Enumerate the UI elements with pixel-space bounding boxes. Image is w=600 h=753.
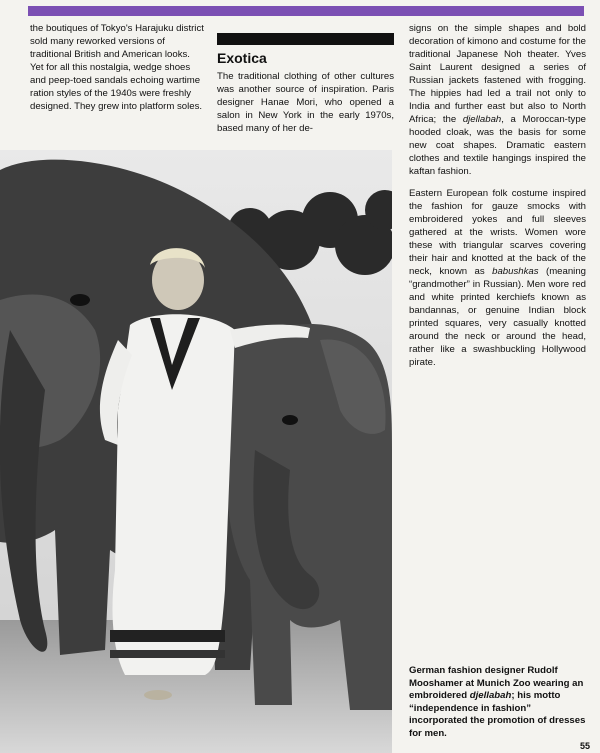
paragraph: the boutiques of Tokyo's Harajuku district sold many reworked versions of traditional British and American looks. Yet for all this nostalgia, wedge shoes and peep-toed sandals echoing wartime ration styles of the 1940s were freshly designed. They grew into platform soles. bbox=[30, 23, 204, 112]
heading-rule bbox=[217, 33, 394, 45]
column-middle bbox=[217, 70, 394, 144]
column-right bbox=[409, 22, 586, 378]
page-number: 55 bbox=[579, 741, 590, 751]
paragraph: Eastern European folk costume inspired the fashion for gauze smocks with embroidered yokes and full sleeves gathered at the wrists. Women wore these with triangular scarves covering their hair and knotted at the back of the neck, known as babushkas (meaning “grandmother” in Russian). Men wore red and white printed kerchiefs known as bandannas, or genuine Indian block printed squares, very casually knotted around the neck or around the head, rather like a swashbuckling Hollywood pirate. bbox=[409, 188, 586, 368]
accent-bar bbox=[28, 6, 584, 16]
paragraph: signs on the simple shapes and bold decoration of kimono and costume for the traditional Japanese Noh theater. Yves Saint Laurent designed a series of Russian jackets fastened with frogging. The hippies had led a trail not only to India and further east but also to North Africa; the djellabah, a Moroccan-type hooded cloak, was the basis for some new coat shapes. Dramatic eastern clothes and textile hangings inspired the kaftan fashion. bbox=[409, 23, 586, 177]
photo-caption: German fashion designer Rudolf Mooshamer at Munich Zoo wearing an embroidered djellabah; his motto “independence in fashion” incorporated the promotion of dresses for men. bbox=[409, 665, 586, 739]
column-left bbox=[30, 22, 205, 122]
photo-designer-with-elephants bbox=[0, 150, 392, 753]
paragraph: The traditional clothing of other cultures was another source of inspiration. Paris designer Hanae Mori, who opened a salon in New York in the early 1970s, based many of her de- bbox=[217, 71, 394, 134]
section-heading: Exotica bbox=[217, 50, 267, 66]
